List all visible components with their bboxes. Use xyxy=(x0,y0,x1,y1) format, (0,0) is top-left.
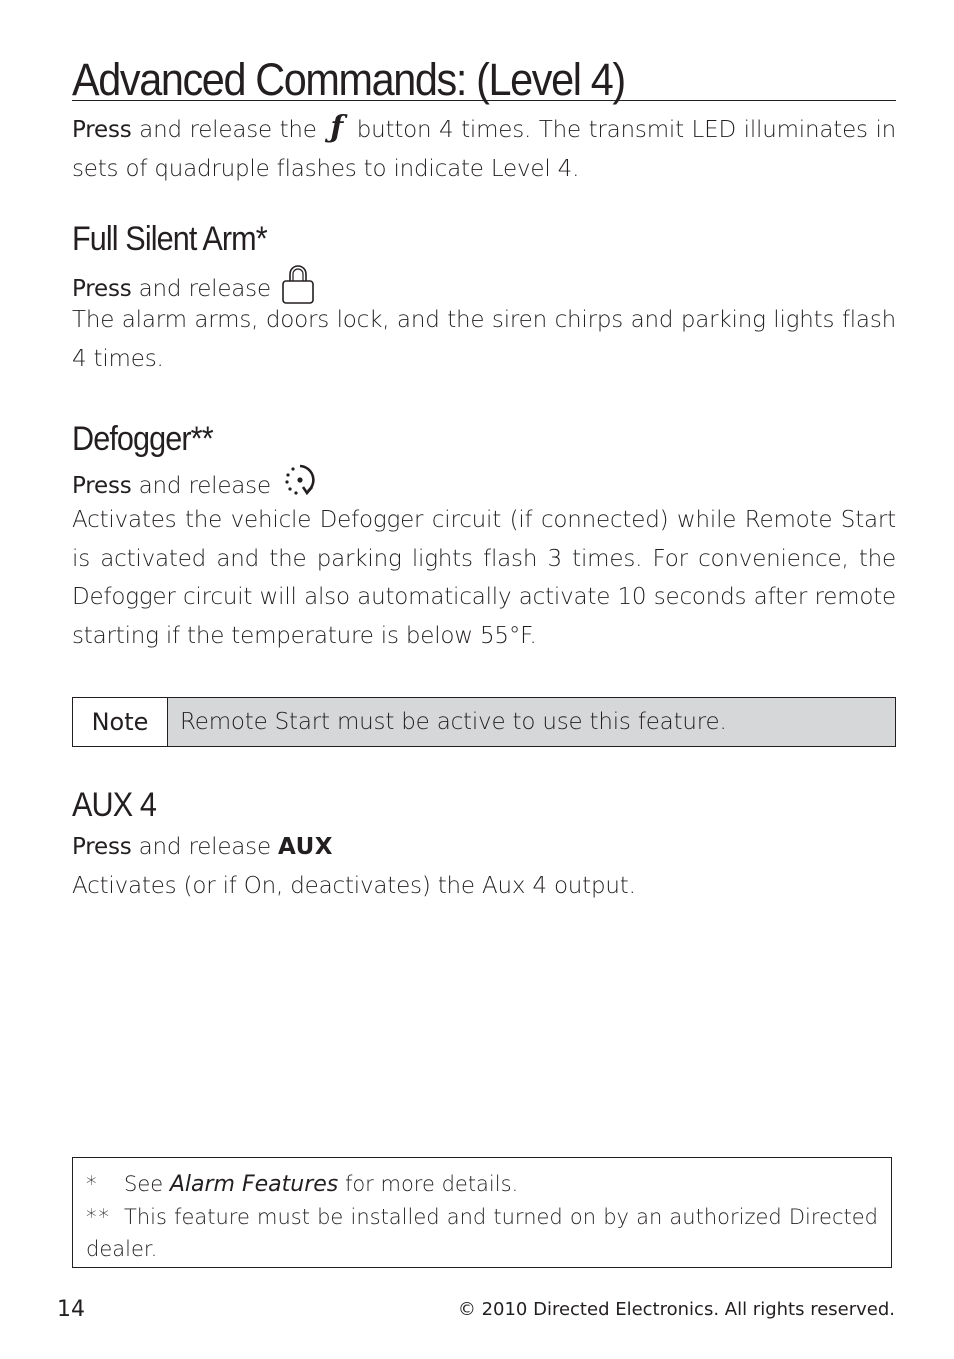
footnote-1 xyxy=(86,1168,878,1201)
page-number: 14 xyxy=(57,1297,85,1322)
press-word: Press xyxy=(72,117,132,143)
press-word: Press xyxy=(72,834,132,860)
defogger-body: Activates the vehicle Defogger circuit (if connected) while Remote Start is activated and the parking lights flash 3 times. For convenience, the Defogger circuit will also automatically activate 10 seconds after remote starting if the temperature is below 55°F. xyxy=(72,507,896,649)
intro-paragraph xyxy=(72,109,896,188)
aux-button-label: AUX xyxy=(278,834,334,860)
footnote-box xyxy=(72,1157,892,1268)
footnote-2-text: This feature must be installed and turned on by an authorized Directed dealer. xyxy=(86,1205,878,1261)
intro-before-icon: and release the xyxy=(131,117,325,143)
section-heading-full-silent-arm: Full Silent Arm* xyxy=(72,220,267,258)
title-underline xyxy=(72,100,896,101)
release-text: and release xyxy=(131,472,271,499)
function-button-icon: ƒ xyxy=(330,110,344,145)
footnote-1-mark: * xyxy=(86,1172,97,1196)
note-text: Remote Start must be active to use this feature. xyxy=(180,709,727,735)
intro-after-icon: button 4 times. The transmit LED illuminates in sets of quadruple flashes to indicate Level 4. xyxy=(72,117,897,182)
note-box xyxy=(72,697,896,747)
press-word: Press xyxy=(72,275,132,302)
section-heading-aux-4: AUX 4 xyxy=(72,786,156,824)
footnote-2 xyxy=(86,1201,878,1265)
full-silent-arm-body: The alarm arms, doors lock, and the siren chirps and parking lights flash 4 times. xyxy=(72,307,896,372)
aux-4-instruction xyxy=(72,828,896,867)
note-label: Note xyxy=(73,698,168,746)
aux-4-body: Activates (or if On, deactivates) the Aux 4 output. xyxy=(72,873,636,899)
footnote-2-mark: ** xyxy=(86,1205,111,1229)
section-heading-defogger: Defogger** xyxy=(72,420,213,458)
copyright: © 2010 Directed Electronics. All rights reserved. xyxy=(457,1299,895,1320)
footnote-1-reference: Alarm Features xyxy=(169,1172,339,1197)
release-text: and release xyxy=(131,275,271,302)
press-word: Press xyxy=(72,472,132,499)
release-text: and release xyxy=(131,834,279,860)
footnote-1-before: See xyxy=(124,1172,170,1196)
footnote-1-after: for more details. xyxy=(338,1172,519,1196)
page-title: Advanced Commands: (Level 4) xyxy=(72,54,625,105)
